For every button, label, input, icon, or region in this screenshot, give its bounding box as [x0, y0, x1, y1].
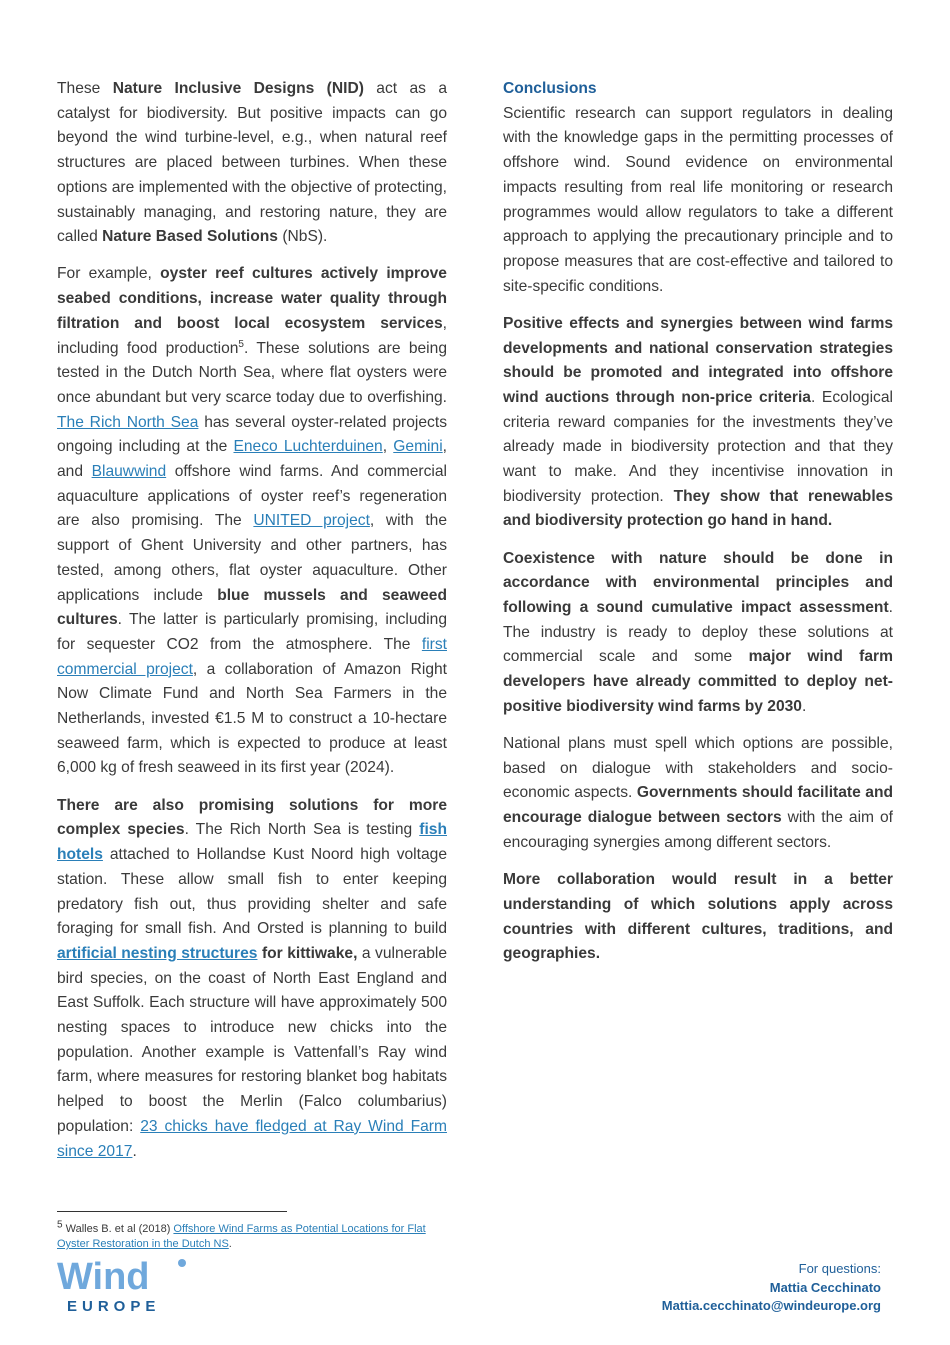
bold-text: blue mussels and seaweed cultures: [57, 586, 447, 629]
footnote-divider: [57, 1211, 287, 1212]
left-column: [57, 77, 447, 1177]
bold-text: major wind farm developers have already committed to deploy net-positive biodiversity wind farms by 2030: [503, 648, 893, 715]
bold-text: They show that renewables and biodiversity protection go hand in hand.: [503, 487, 893, 530]
paragraph-complex-species: There are also promising solutions for more complex species. The Rich North Sea is testing fish hotels attached to Hollandse Kust Noord high voltage station. These allow small fish to enter keeping predatory fish out, thus providing shelter and safe foraging for small fish. And Orsted is planning to build artificial nesting structures for kittiwake, a vulnerable bird species, on the coast of North East England and East Suffolk. Each structure will have approximately 500 nesting spaces to introduce new chicks into the population. Another example is Vattenfall’s Ray wind farm, where measures for restoring blanket bog habitats helped to boost the Merlin (Falco columbarius) population: 23 chicks have fledged at Ray Wind Farm since 2017.: [57, 796, 447, 1160]
bold-text: Positive effects and synergies between wind farms developments and national conservation strategies should be promoted and integrated into offshore wind auctions through non-price criteria: [503, 314, 893, 406]
logo-europe-text: EUROPE: [67, 1298, 161, 1315]
contact-label: For questions:: [798, 1261, 881, 1276]
footnote: $^5$ Walles B. et al (2018) Offshore Wind Farms as Potential Locations for Flat Oyster Restoration in the Dutch NS.: [57, 1219, 426, 1250]
right-column: [503, 77, 893, 979]
contact-name: Mattia Cecchinato: [769, 1279, 881, 1295]
bold-text: Nature Inclusive Designs (NID): [112, 80, 364, 97]
bold-text: Governments should facilitate and encourage dialogue between sectors: [503, 784, 893, 827]
bold-text: Nature Based Solutions: [102, 228, 278, 246]
paragraph-national-plans: National plans must spell which options are possible, based on dialogue with stakeholders and socio-economic aspects. Governments should facilitate and encourage dialogue between sectors with the aim of encouraging synergies among different sectors.: [503, 735, 893, 851]
windeurope-logo: [57, 1255, 197, 1315]
link-rich-north-sea[interactable]: The Rich North Sea: [57, 413, 199, 431]
footnote-ref: 5: [238, 338, 244, 350]
link-fish-hotels[interactable]: fish hotels: [57, 821, 447, 864]
link-23-chicks[interactable]: 23 chicks have fledged at Ray Wind Farm since 2017: [57, 1117, 447, 1160]
bold-text: More collaboration would result in a better understanding of which solutions apply across countries with different cultures, traditions, and geographies.: [503, 871, 893, 963]
bold-text: Coexistence with nature should be done in accordance with environmental principles and following a sound cumulative impact assessment: [503, 549, 893, 617]
paragraph-coexistence: Coexistence with nature should be done in accordance with environmental principles and following a sound cumulative impact assessment. The industry is ready to deploy these solutions at commercial scale and some major wind farm developers have already committed to deploy net-positive biodiversity wind farms by 2030.: [503, 549, 893, 715]
section-heading-conclusions: Conclusions: [503, 80, 597, 97]
bold-text: for kittiwake,: [257, 944, 358, 962]
link-gemini[interactable]: Gemini: [393, 438, 443, 456]
link-first-commercial-project[interactable]: first commercial project: [57, 635, 447, 678]
paragraph-collaboration: [503, 868, 893, 967]
link-united-project[interactable]: UNITED project: [253, 512, 370, 530]
bold-text: There are also promising solutions for more complex species: [57, 796, 447, 839]
paragraph-oyster: For example, oyster reef cultures actively improve seabed conditions, increase water quality through filtration and boost local ecosystem services, including food production$^5$. These solutions are being tested in the Dutch North Sea, where flat oysters were once abundant but very scarce today due to overfishing. The Rich North Sea has several oyster-related projects ongoing including at the Eneco Luchterduinen, Gemini, and Blauwwind offshore wind farms. And commercial aquaculture applications of oyster reef’s regeneration are also promising. The UNITED project, with the support of Ghent University and other partners, has tested, among others, flat oyster aquaculture. Other applications include blue mussels and seaweed cultures. The latter is particularly promising, including for sequester CO2 from the atmosphere. The first commercial project, a collaboration of Amazon Right Now Climate Fund and North Sea Farmers in the Netherlands, invested €1.5 M to construct a 10-hectare seaweed farm, which is expected to produce at least 6,000 kg of fresh seaweed in its first year (2024).: [57, 265, 448, 777]
link-eneco-luchterduinen[interactable]: Eneco Luchterduinen: [233, 438, 383, 456]
link-artificial-nesting-structures[interactable]: artificial nesting structures: [57, 944, 258, 962]
contact-block: [662, 1260, 881, 1316]
paragraph-scientific-research: Scientific research can support regulators in dealing with the knowledge gaps in the permitting processes of offshore wind. Sound evidence on environmental impacts resulting from real life monitoring or research programmes would allow regulators to take a different approach to applying the precautionary principle and to propose measures that are cost-effective and tailored to site-specific conditions.: [503, 104, 893, 295]
bold-text: oyster reef cultures actively improve seabed conditions, increase water quality through filtration and boost local ecosystem services: [57, 265, 447, 332]
logo-dot: [178, 1259, 186, 1267]
link-blauwwind[interactable]: Blauwwind: [91, 463, 167, 481]
contact-email[interactable]: Mattia.cecchinato@windeurope.org: [661, 1298, 881, 1313]
paragraph-positive-effects: Positive effects and synergies between wind farms developments and national conservation strategies should be promoted and integrated into offshore wind auctions through non-price criteria. Ecological criteria reward companies for the investments they’ve already made in biodiversity protection and that they want to make. And they incentivise innovation in biodiversity protection. They show that renewables and biodiversity protection go hand in hand.: [503, 314, 893, 530]
link-footnote-source[interactable]: Offshore Wind Farms as Potential Locations for Flat Oyster Restoration in the Dutch NS: [57, 1223, 426, 1250]
logo-wind-text: Wind: [57, 1256, 150, 1298]
footnote-number: 5: [57, 1219, 63, 1231]
paragraph-nid: These Nature Inclusive Designs (NID) act as a catalyst for biodiversity. But positive impacts can go beyond the wind turbine-level, e.g., when natural reef structures are placed between turbines. When these options are implemented with the objective of protecting, sustainably managing, and restoring nature, they are called Nature Based Solutions (NbS).: [57, 80, 447, 246]
